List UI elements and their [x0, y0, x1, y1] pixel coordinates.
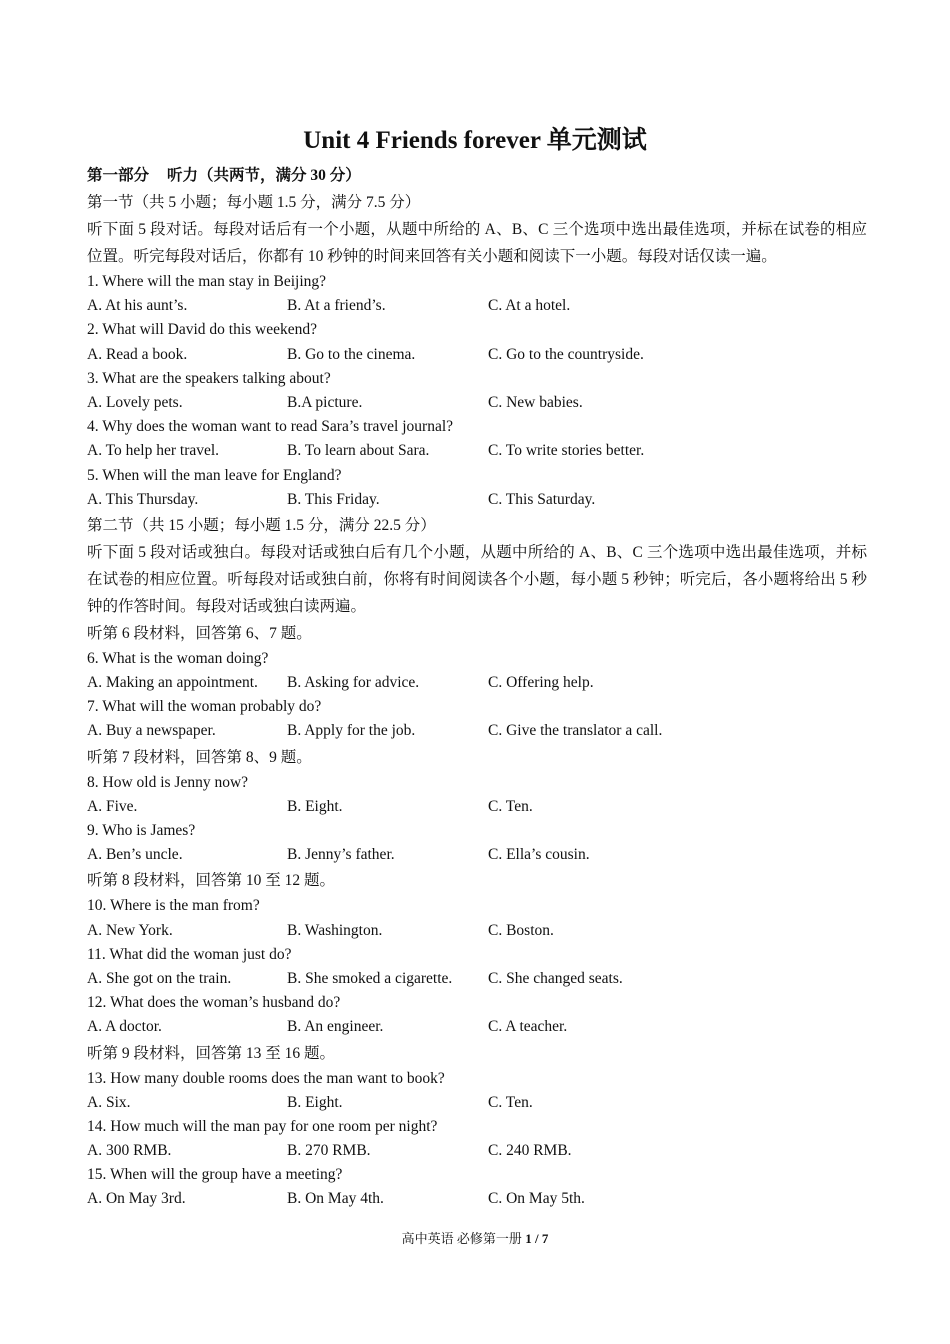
option-c: C. Offering help.: [488, 674, 594, 692]
section1-heading: 第一节（共 5 小题；每小题 1.5 分，满分 7.5 分）: [87, 194, 421, 211]
answer-options: [87, 1091, 867, 1115]
question-group: [87, 1067, 867, 1212]
question-group: [87, 894, 867, 1039]
section1-questions: [87, 270, 867, 512]
option-c: C. Give the translator a call.: [488, 722, 663, 740]
answer-options: [87, 439, 867, 463]
option-b: B. Asking for advice.: [287, 674, 420, 692]
page-total: 7: [541, 1231, 549, 1246]
page-footer: [0, 1228, 950, 1247]
option-a: A. Ben’s uncle.: [87, 846, 183, 864]
option-c: C. A teacher.: [488, 1018, 568, 1036]
part-label: 第一部分: [87, 167, 150, 184]
option-b: B. An engineer.: [287, 1018, 384, 1036]
answer-options: [87, 967, 867, 991]
option-c: C. Go to the countryside.: [488, 345, 644, 363]
answer-options: [87, 488, 867, 512]
question-stem: 3. What are the speakers talking about?: [87, 369, 331, 387]
answer-options: [87, 719, 867, 743]
option-b: B. Eight.: [287, 797, 343, 815]
question-stem: 8. How old is Jenny now?: [87, 773, 249, 791]
page-title: Unit 4 Friends forever 单元测试: [303, 127, 647, 154]
answer-options: [87, 843, 867, 867]
option-a: A. A doctor.: [87, 1018, 162, 1036]
page-separator: /: [534, 1231, 539, 1246]
option-c: C. To write stories better.: [488, 442, 645, 460]
question-group: [87, 771, 867, 868]
option-a: A. At his aunt’s.: [87, 297, 188, 315]
option-a: A. To help her travel.: [87, 442, 220, 460]
material-intro: 听第 6 段材料，回答第 6、7 题。: [87, 624, 312, 642]
question-stem: 11. What did the woman just do?: [87, 945, 292, 963]
question-stem: 12. What does the woman’s husband do?: [87, 994, 341, 1012]
option-b: B. At a friend’s.: [287, 297, 386, 315]
option-a: A. Five.: [87, 797, 138, 815]
footer-text: 高中英语 必修第一册: [401, 1231, 522, 1246]
section2-instruction: 听下面 5 段对话或独白。每段对话或独白后有几个小题，从题中所给的 A、B、C 三个选项中选出最佳选项，并标在试卷的相应位置。听每段对话或独白前，你将有时间阅读各个小题，每小题 5 秒钟；听完后，各小题将给出 5 秒钟的作答时间。每段对话或独白读两遍。: [87, 543, 867, 615]
option-c: C. Ten.: [488, 1093, 533, 1111]
option-a: A. Buy a newspaper.: [87, 722, 216, 740]
answer-options: [87, 1187, 867, 1211]
option-c: C. New babies.: [488, 393, 583, 411]
option-b: B. 270 RMB.: [287, 1142, 371, 1160]
material-intro: 听第 8 段材料，回答第 10 至 12 题。: [87, 872, 336, 890]
page-number: 1: [525, 1231, 532, 1246]
question-stem: 1. Where will the man stay in Beijing?: [87, 273, 327, 290]
answer-options: [87, 1139, 867, 1163]
option-b: B. Eight.: [287, 1093, 343, 1111]
section2-heading: 第二节（共 15 小题；每小题 1.5 分，满分 22.5 分）: [87, 516, 436, 534]
option-b: B. To learn about Sara.: [287, 442, 430, 460]
option-b: B. Washington.: [287, 921, 383, 939]
option-b: B.A picture.: [287, 393, 363, 411]
answer-options: [87, 795, 867, 819]
document-body: [87, 162, 867, 1212]
part-title: 听力（共两节，满分 30 分）: [167, 167, 361, 184]
answer-options: [87, 671, 867, 695]
answer-options: [87, 294, 867, 318]
question-stem: 14. How much will the man pay for one room per night?: [87, 1117, 438, 1135]
question-stem: 6. What is the woman doing?: [87, 649, 269, 667]
option-b: B. On May 4th.: [287, 1190, 384, 1208]
answer-options: [87, 343, 867, 367]
option-c: C. At a hotel.: [488, 297, 571, 315]
option-c: C. She changed seats.: [488, 969, 623, 987]
question-stem: 2. What will David do this weekend?: [87, 321, 318, 339]
question-stem: 9. Who is James?: [87, 822, 196, 839]
question-stem: 15. When will the group have a meeting?: [87, 1166, 343, 1184]
answer-options: [87, 1015, 867, 1039]
option-a: A. On May 3rd.: [87, 1190, 186, 1208]
question-stem: 7. What will the woman probably do?: [87, 698, 322, 716]
question-group: [87, 647, 867, 744]
option-a: A. New York.: [87, 921, 173, 939]
question-stem: 5. When will the man leave for England?: [87, 466, 342, 484]
question-stem: 10. Where is the man from?: [87, 897, 260, 915]
question-stem: 4. Why does the woman want to read Sara’s travel journal?: [87, 418, 454, 436]
option-a: A. She got on the train.: [87, 969, 232, 987]
option-a: A. This Thursday.: [87, 490, 199, 508]
section1-instruction: 听下面 5 段对话。每段对话后有一个小题，从题中所给的 A、B、C 三个选项中选出最佳选项，并标在试卷的相应位置。听完每段对话后，你都有 10 秒钟的时间来回答有关小题和阅读下一小题。每段对话仅读一遍。: [87, 221, 867, 265]
material-intro: 听第 7 段材料，回答第 8、9 题。: [87, 748, 312, 766]
option-a: A. Making an appointment.: [87, 674, 258, 692]
question-stem: 13. How many double rooms does the man want to book?: [87, 1069, 445, 1087]
option-b: B. Apply for the job.: [287, 722, 416, 740]
option-c: C. Ella’s cousin.: [488, 846, 590, 864]
answer-options: [87, 919, 867, 943]
option-b: B. Go to the cinema.: [287, 345, 416, 363]
option-c: C. Boston.: [488, 921, 554, 939]
option-a: A. Lovely pets.: [87, 393, 183, 411]
option-a: A. 300 RMB.: [87, 1142, 172, 1160]
option-b: B. She smoked a cigarette.: [287, 969, 453, 987]
option-b: B. Jenny’s father.: [287, 846, 395, 864]
material-intro: 听第 9 段材料，回答第 13 至 16 题。: [87, 1044, 336, 1062]
option-c: C. 240 RMB.: [488, 1142, 572, 1160]
option-c: C. On May 5th.: [488, 1190, 585, 1208]
option-a: A. Read a book.: [87, 345, 188, 363]
option-c: C. This Saturday.: [488, 490, 596, 508]
answer-options: [87, 391, 867, 415]
option-c: C. Ten.: [488, 797, 533, 815]
part-heading: [87, 162, 867, 189]
option-a: A. Six.: [87, 1093, 131, 1111]
option-b: B. This Friday.: [287, 490, 380, 508]
